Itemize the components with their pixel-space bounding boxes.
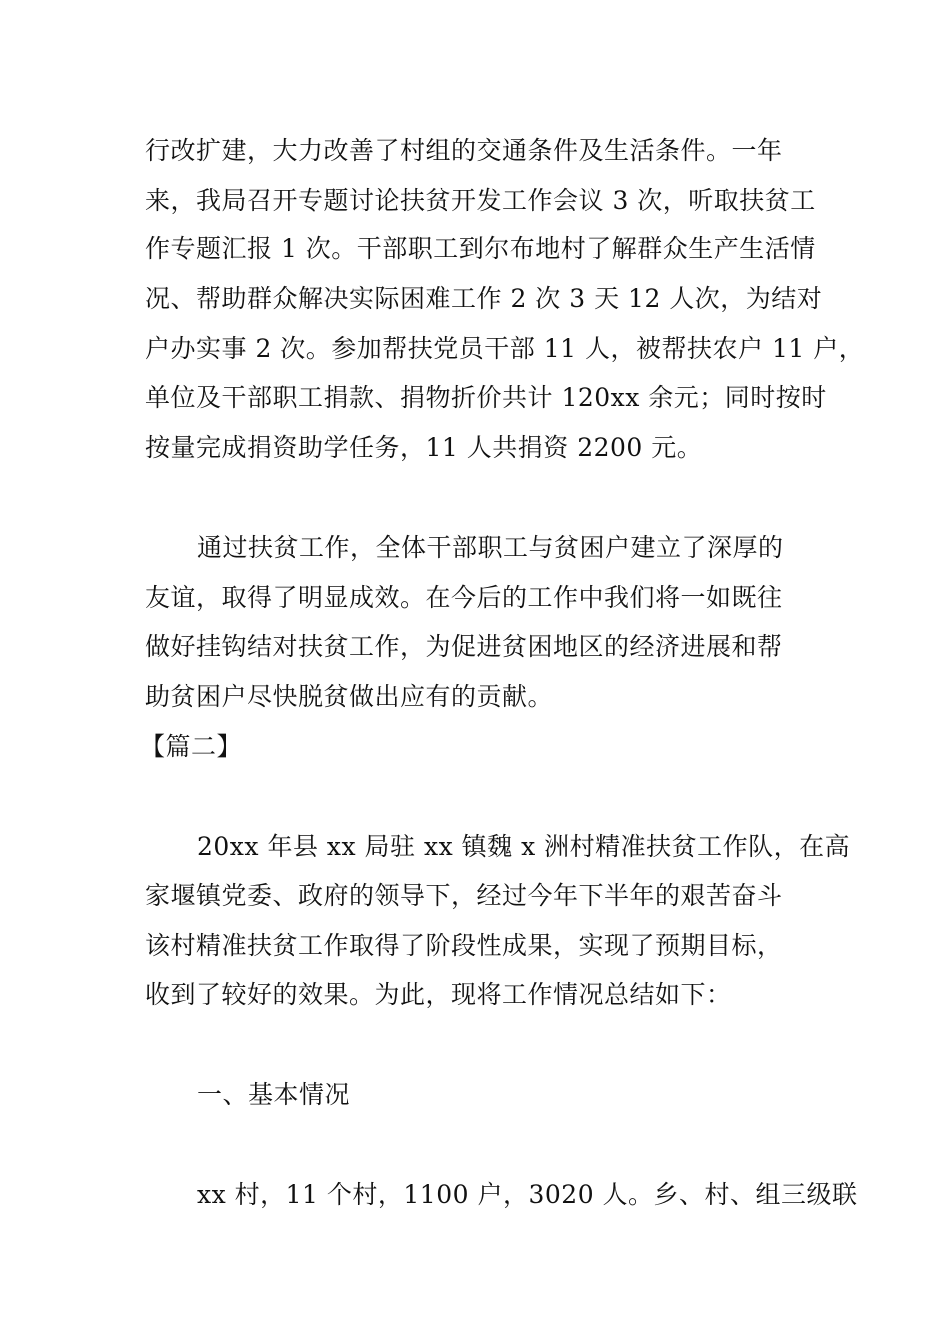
subheading: 一、基本情况: [197, 1080, 351, 1109]
text-line: 单位及干部职工捐款、捐物折价共计 120xx 余元；同时按时: [145, 383, 827, 412]
text-line: 助贫困户尽快脱贫做出应有的贡献。: [145, 682, 554, 711]
text-line: 家堰镇党委、政府的领导下，经过今年下半年的艰苦奋斗: [145, 881, 783, 910]
text-line: 行改扩建，大力改善了村组的交通条件及生活条件。一年: [145, 136, 783, 165]
text-line: 况、帮助群众解决实际困难工作 2 次 3 天 12 人次，为结对: [145, 284, 823, 313]
text-line: 该村精准扶贫工作取得了阶段性成果，实现了预期目标，: [145, 931, 783, 960]
text-line: 作专题汇报 1 次。干部职工到尔布地村了解群众生产生活情: [145, 234, 816, 263]
text-line: xx 村，11 个村，1100 户，3020 人。乡、村、组三级联: [197, 1180, 858, 1209]
text-line: 友谊，取得了明显成效。在今后的工作中我们将一如既往: [145, 583, 783, 612]
text-line: 来，我局召开专题讨论扶贫开发工作会议 3 次，听取扶贫工: [145, 186, 816, 215]
text-line: 收到了较好的效果。为此，现将工作情况总结如下：: [145, 980, 732, 1009]
text-line: 按量完成捐资助学任务，11 人共捐资 2200 元。: [145, 433, 703, 462]
section-title: 【篇二】: [140, 732, 243, 761]
text-line: 20xx 年县 xx 局驻 xx 镇魏 x 洲村精准扶贫工作队，在高: [197, 832, 851, 861]
text-line: 做好挂钩结对扶贫工作，为促进贫困地区的经济进展和帮: [145, 632, 783, 661]
text-line: 户办实事 2 次。参加帮扶党员干部 11 人，被帮扶农户 11 户，: [145, 334, 865, 363]
text-line: 通过扶贫工作，全体干部职工与贫困户建立了深厚的: [197, 533, 784, 562]
